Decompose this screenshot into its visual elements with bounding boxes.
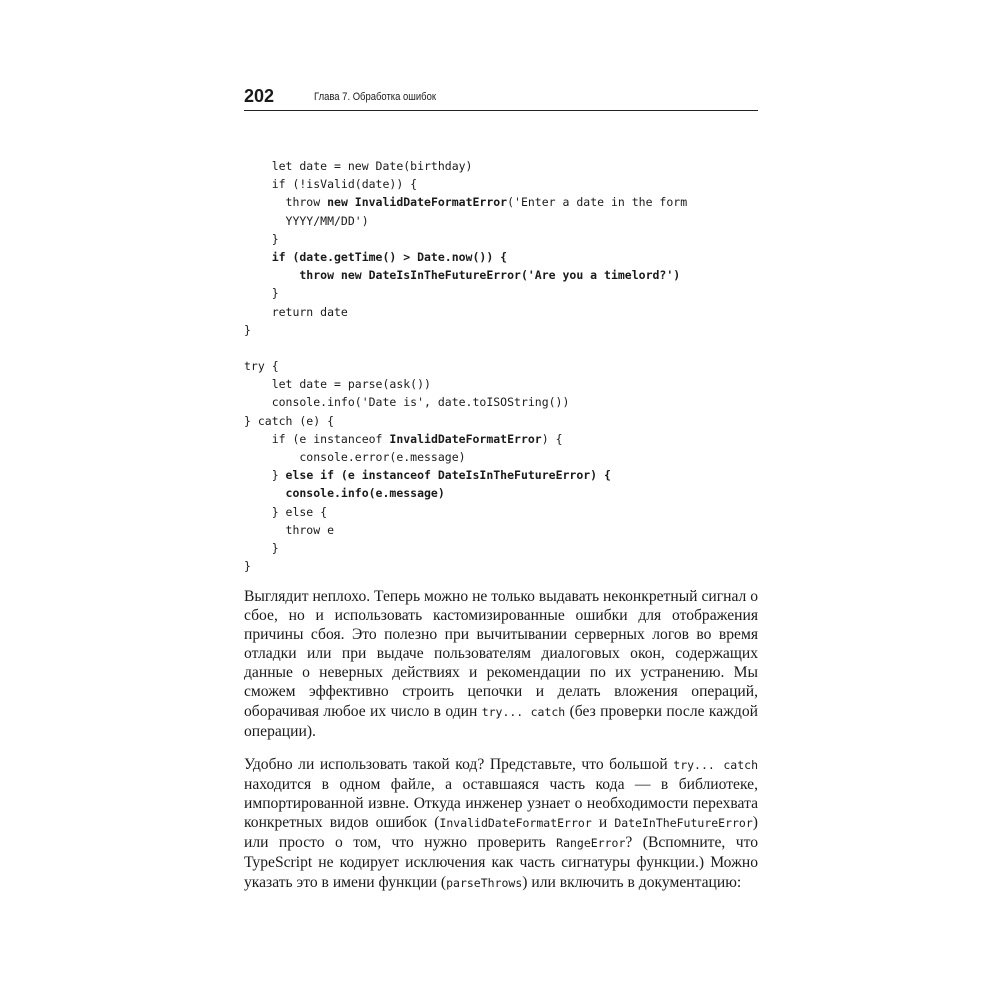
code-listing xyxy=(244,157,758,575)
code-line xyxy=(244,212,758,230)
text-run: находится в одном файле, а оставшаяся часть кода — в библиотеке, импортированной извне. Откуда инженер узнает о необходимости перехвата конкретных видов ошибок ( xyxy=(244,776,758,832)
text-run: (без проверки после каждой операции). xyxy=(244,702,759,740)
code-line xyxy=(244,557,758,575)
code-bold-segment: new InvalidDateFormatError xyxy=(327,195,508,210)
code-segment: } xyxy=(244,468,286,483)
code-line xyxy=(244,157,758,175)
code-segment: YYYY/MM/DD') xyxy=(244,213,369,228)
code-line xyxy=(244,503,758,521)
inline-code: try... catch xyxy=(673,758,758,772)
chapter-title: Глава 7. Обработка ошибок xyxy=(314,91,436,103)
page-number: 202 xyxy=(244,86,275,106)
code-line xyxy=(244,339,758,357)
code-line xyxy=(244,412,758,430)
code-segment: return date xyxy=(244,304,348,319)
running-header xyxy=(244,86,758,111)
code-line xyxy=(244,193,758,211)
code-line xyxy=(244,357,758,375)
code-line xyxy=(244,266,758,284)
code-bold-segment: throw new DateIsInTheFutureError('Are you a timelord?') xyxy=(244,268,681,283)
code-segment: try { xyxy=(244,359,279,374)
code-line xyxy=(244,375,758,393)
code-segment: console.info('Date is', date.toISOString()) xyxy=(244,395,570,410)
code-line xyxy=(244,284,758,302)
code-segment: } catch (e) { xyxy=(244,413,335,428)
body-paragraph-1 xyxy=(244,587,758,741)
code-line xyxy=(244,430,758,448)
code-line xyxy=(244,248,758,266)
code-segment: throw e xyxy=(244,522,335,537)
inline-code: parseThrows xyxy=(446,875,523,890)
code-line xyxy=(244,175,758,193)
inline-code: InvalidDateFormatError xyxy=(439,816,592,831)
code-bold-segment: InvalidDateFormatError xyxy=(389,431,542,446)
code-segment: } xyxy=(244,286,279,301)
code-segment: ) { xyxy=(541,431,563,446)
code-line xyxy=(244,393,758,411)
code-segment: throw xyxy=(244,195,328,210)
text-run: ) или включить в документацию: xyxy=(522,873,742,891)
code-segment: } xyxy=(244,322,251,337)
code-segment: if (e instanceof xyxy=(244,431,390,446)
code-line xyxy=(244,521,758,539)
code-segment: console.error(e.message) xyxy=(244,450,466,464)
code-segment: let date = parse(ask()) xyxy=(244,377,431,392)
code-line xyxy=(244,448,758,466)
text-run: ? (Вспомните, что TypeScript не кодирует исключения как часть сигнатуры функции.) Можно указать это в имени функции ( xyxy=(244,834,758,891)
text-run: Удобно ли использовать такой код? Представьте, что большой xyxy=(244,756,674,773)
code-line xyxy=(244,484,758,502)
code-segment: } xyxy=(244,559,251,574)
text-run: ) или просто о том, что нужно проверить xyxy=(244,814,758,852)
code-line xyxy=(244,303,758,321)
code-segment: } xyxy=(244,540,279,555)
code-bold-segment: if (date.getTime() > Date.now()) { xyxy=(244,249,508,264)
code-line xyxy=(244,321,758,339)
text-run: и xyxy=(591,814,615,832)
code-segment: if (!isValid(date)) { xyxy=(244,177,418,192)
inline-code: DateInTheFutureError xyxy=(614,816,753,831)
code-line xyxy=(244,466,758,484)
code-line xyxy=(244,539,758,557)
inline-code: RangeError xyxy=(556,836,626,851)
code-bold-segment: console.info(e.message) xyxy=(244,486,445,501)
body-paragraph-2 xyxy=(244,755,758,893)
code-segment: } xyxy=(244,231,279,246)
code-segment: ('Enter a date in the form xyxy=(507,195,688,210)
code-line xyxy=(244,230,758,248)
code-bold-segment: else if (e instanceof DateIsInTheFutureError) { xyxy=(285,468,611,483)
text-run: Выглядит неплохо. Теперь можно не только выдавать неконкретный сигнал о сбое, но и использовать кастомизированные ошибки для отображения причины сбоя. Это полезно при вычитывании серверных логов во время отладки или при выдаче пользователям диалоговых окон, содержащих данные о неверных действиях и рекомендации по их устранению. Мы сможем эффективно строить цепочки и делать вложения операций, оборачивая любое их число в один xyxy=(244,588,758,720)
code-segment: } else { xyxy=(244,504,328,519)
inline-code: try... catch xyxy=(481,704,566,719)
code-segment: let date = new Date(birthday) xyxy=(244,159,473,173)
